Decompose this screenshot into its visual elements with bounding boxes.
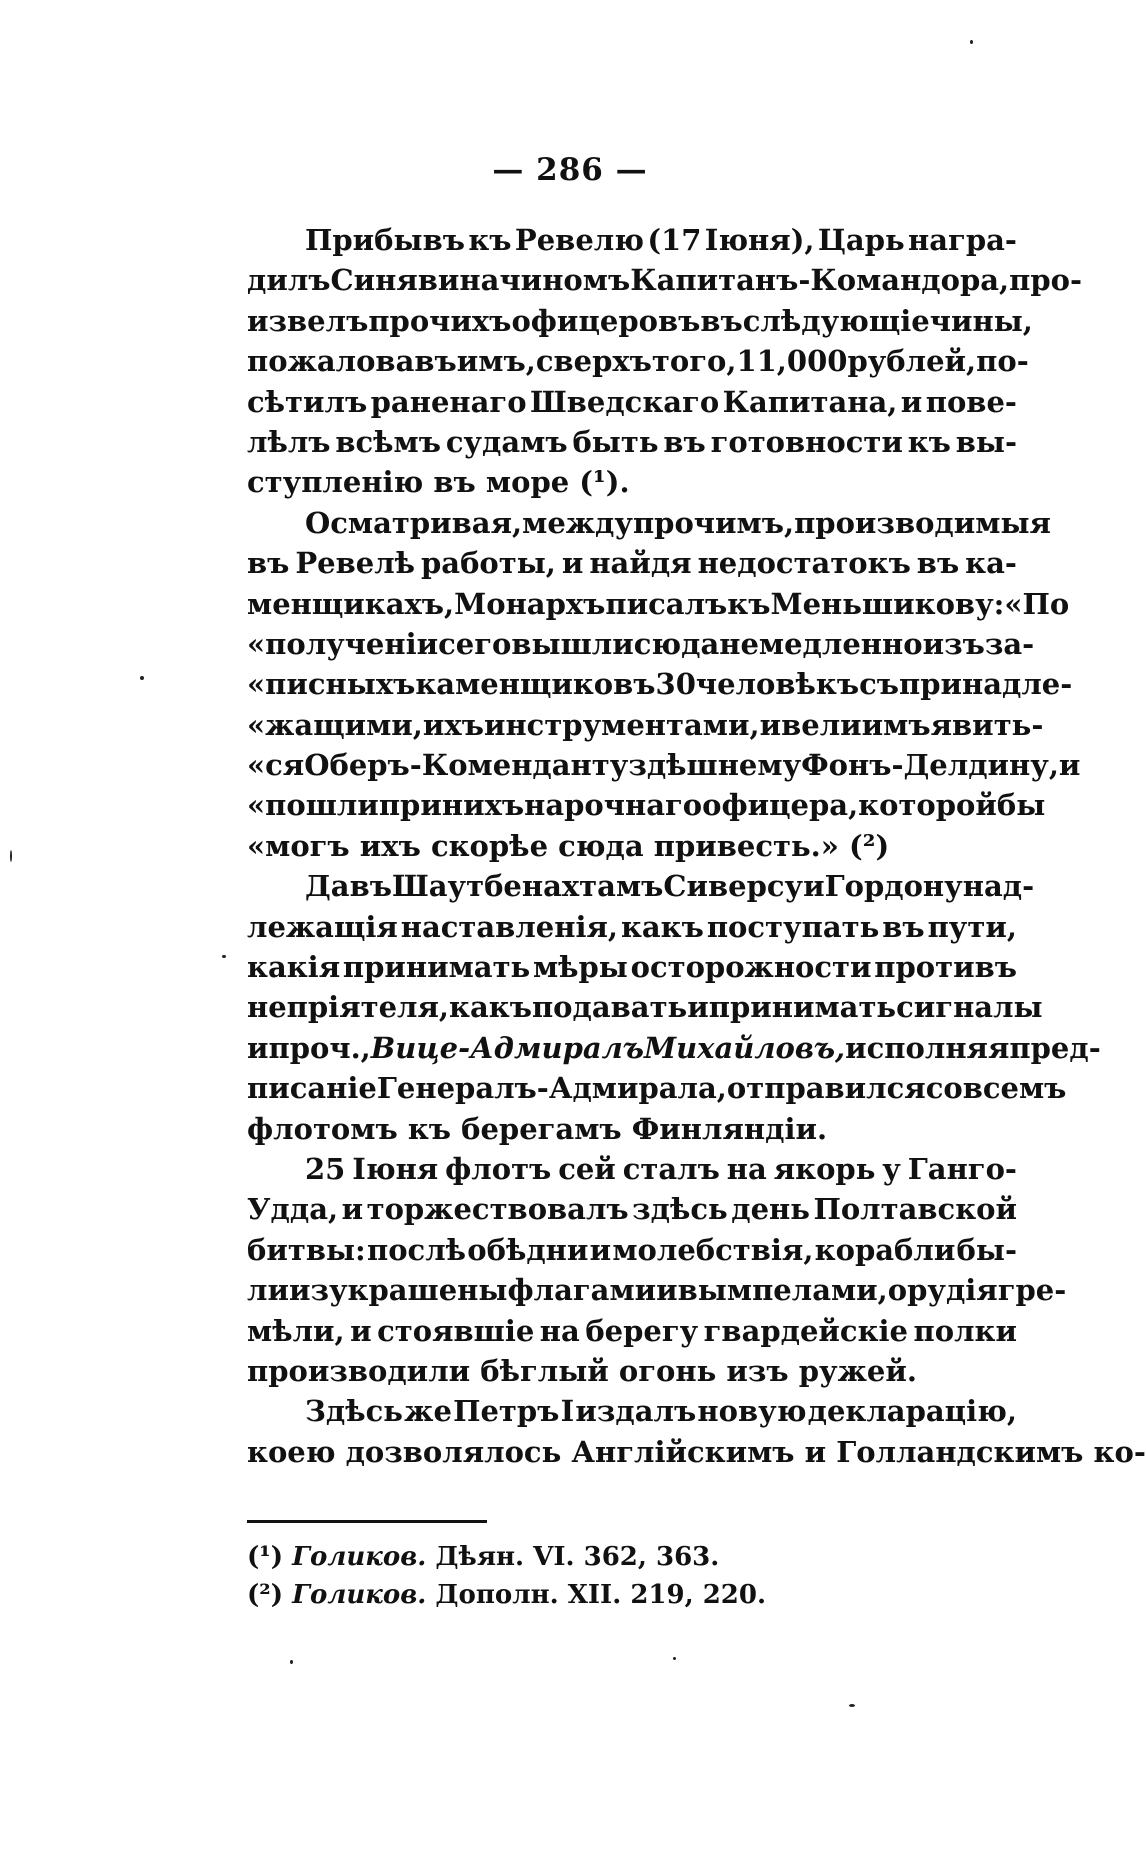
text-line: лежащія наставленія, какъ поступать въ пути,	[247, 909, 1017, 944]
text-line: пожаловавъ имъ, сверхъ того, 11,000 рублей, по-	[247, 344, 1029, 379]
footnote-reference: Дополн. XII. 219, 220.	[435, 1580, 767, 1610]
footnote-mark: (²)	[247, 1580, 283, 1610]
text-line: писаніе Генералъ-Адмирала , отправился со всемъ	[247, 1071, 1067, 1106]
text-line: ли изукрашены флагами и вымпелами, орудія гре-	[247, 1273, 1067, 1308]
footnote-reference: Дѣян. VI. 362, 363.	[435, 1542, 720, 1572]
text-line: «могъ ихъ скорѣе сюда привесть.» (²)	[247, 828, 890, 863]
text-line: «жащими, ихъ инструментами, и вели имъ явить-	[247, 707, 1044, 742]
scan-speck	[10, 850, 12, 862]
footnote-author: Голиков.	[292, 1542, 427, 1572]
text-line: Прибывъ къ Ревелю (17 Іюня), Царь награ-	[305, 223, 1017, 257]
scan-speck	[849, 1704, 855, 1707]
text-line: лѣлъ всѣмъ судамъ быть въ готовности къ вы-	[247, 424, 1017, 459]
text-line: сѣтилъ раненаго Шведскаго Капитана, и пове-	[247, 384, 1017, 419]
footnote-1	[247, 1538, 847, 1576]
text-line: какія принимать мѣры осторожности противъ	[247, 950, 1017, 985]
text-line: извелъ прочихъ офицеровъ въ слѣдующіе чины,	[247, 303, 1033, 338]
scan-speck	[970, 40, 973, 44]
footnote-mark: (¹)	[247, 1542, 283, 1572]
text-line: дилъ Синявина чиномъ Капитанъ-Командора, про-	[247, 263, 1083, 298]
text-line: Удда, и торжествовалъ здѣсь день Полтавской	[247, 1192, 1017, 1227]
text-line: «полученіи сего вышли сюда немедленно изъ за-	[247, 626, 1035, 661]
text-line: битвы: послѣ обѣдни и молебствія, корабли бы-	[247, 1232, 1017, 1267]
footnote-2	[247, 1576, 847, 1614]
text-line: коею дозволялось Англійскимъ и Голландскимъ ко-	[247, 1434, 1146, 1469]
text-line: ступленію въ море (¹).	[247, 465, 630, 500]
footnote-rule	[247, 1520, 487, 1523]
scan-speck	[222, 955, 226, 958]
text-line: «пошли при нихъ нарочнаго офицера, которой бы	[247, 788, 1046, 823]
scan-speck	[290, 1660, 293, 1664]
text-line: Осматривая, между прочимъ, производимыя	[305, 505, 1051, 540]
footnote-author: Голиков.	[292, 1580, 427, 1610]
text-line: въ Ревелѣ работы, и найдя недостатокъ въ ка-	[247, 546, 1017, 581]
body-text	[247, 220, 1146, 1472]
text-line: и проч., Вице-Адмиралъ Михайловъ, исполняя пред-	[247, 1030, 1101, 1065]
text-line: флотомъ къ берегамъ Финляндіи.	[247, 1111, 828, 1146]
text-line: мѣли, и стоявшіе на берегу гвардейскіе полки	[247, 1313, 1017, 1348]
scan-speck	[140, 676, 144, 680]
scan-speck	[673, 1657, 676, 1660]
text-line: менщикахъ, Монархъ писалъ къ Меньшикову: «По	[247, 586, 1070, 621]
text-line: производили бѣглый огонь изъ ружей.	[247, 1353, 917, 1388]
footnotes	[247, 1538, 847, 1614]
text-line: Здѣсь же Петръ I издалъ новую декларацію,	[305, 1394, 1017, 1429]
text-line: «писныхъ каменщиковъ 30 человѣкъ съ принадле-	[247, 667, 1073, 702]
text-line: «ся Оберъ-Коменданту здѣшнему Фонъ-Делдину, и	[247, 748, 1081, 783]
text-line: 25 Іюня флотъ сей сталъ на якорь у Ганго-	[305, 1151, 1017, 1186]
text-line: Давъ Шаутбенахтамъ Сиверсу и Гордону над-	[305, 869, 1035, 904]
text-line: непріятеля, какъ подавать и принимать сигналы	[247, 990, 1043, 1025]
page-number: — 286 —	[492, 152, 648, 188]
